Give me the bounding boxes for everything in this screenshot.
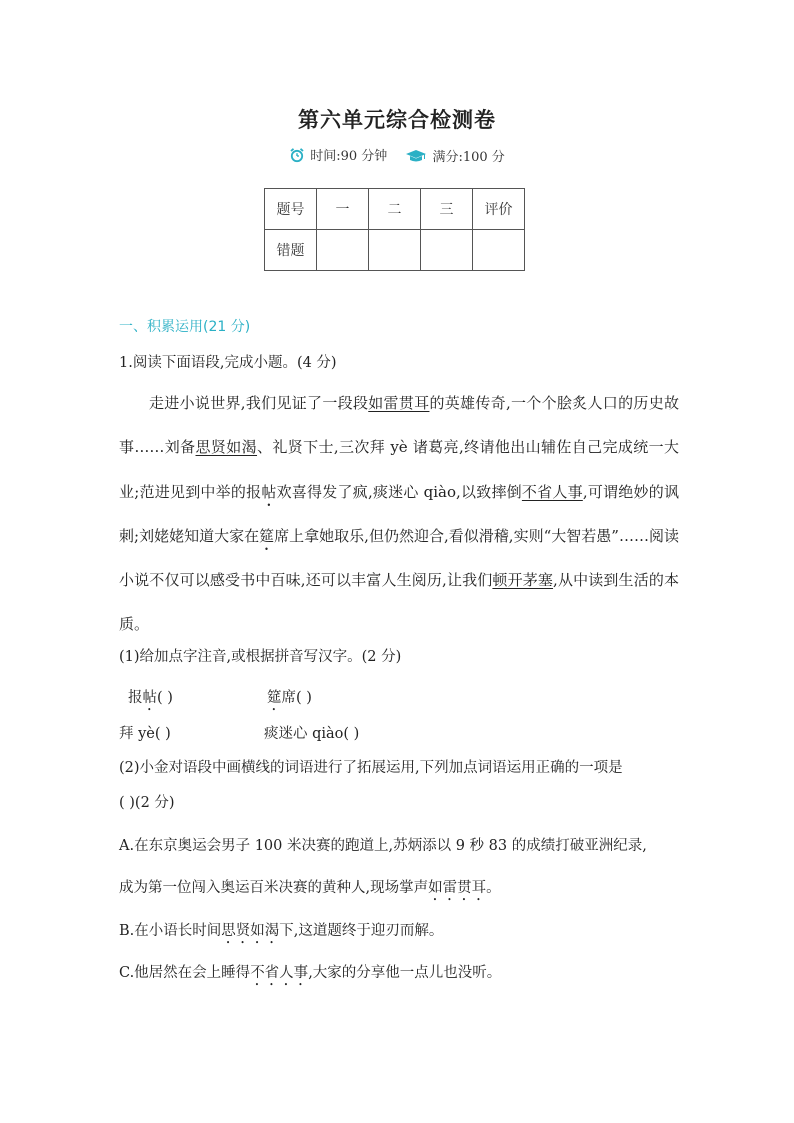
underlined-word: 顿开茅塞 bbox=[492, 571, 554, 590]
score-table-header bbox=[265, 189, 525, 230]
table-cell: 一 bbox=[317, 189, 369, 230]
page-title: 第六单元综合检测卷 bbox=[298, 107, 496, 132]
option-text: 。 bbox=[486, 880, 501, 896]
score-table-row bbox=[265, 230, 525, 271]
item-text: 报 bbox=[128, 690, 143, 706]
passage-text: ,可谓绝妙的讽刺;刘姥姥知道大家在 bbox=[119, 482, 679, 545]
option-text: 成为第一位闯入奥运百米决赛的黄种人,现场掌声 bbox=[119, 880, 429, 896]
score-info bbox=[405, 146, 504, 165]
table-cell: 错题 bbox=[265, 230, 317, 271]
option-c[interactable] bbox=[119, 961, 501, 989]
graduation-cap-icon bbox=[405, 149, 427, 163]
dotted-char: 帖 bbox=[261, 482, 277, 501]
table-cell[interactable] bbox=[473, 230, 525, 271]
reading-passage bbox=[119, 381, 679, 647]
dotted-char: 帖 bbox=[142, 690, 157, 706]
answer-blank[interactable]: ( )(2 分) bbox=[119, 795, 175, 811]
score-text: 满分:100 分 bbox=[432, 150, 505, 165]
option-b[interactable] bbox=[119, 919, 443, 947]
option-text: 下,这道题终于迎刃而解。 bbox=[279, 923, 444, 939]
option-a-cont[interactable] bbox=[119, 876, 501, 904]
passage-text: 欢喜得发了疯,痰迷心 qiào,以致摔倒 bbox=[276, 482, 522, 501]
question-1-title: 1.阅读下面语段,完成小题。(4 分) bbox=[119, 355, 337, 371]
answer-blank: ( ) bbox=[157, 690, 173, 706]
pinyin-item-4[interactable]: 痰迷心 qiào( ) bbox=[264, 726, 360, 742]
pinyin-item-2[interactable] bbox=[267, 686, 312, 714]
option-a[interactable]: A.在东京奥运会男子 100 米决赛的跑道上,苏炳添以 9 秒 83 的成绩打破亚洲纪录, bbox=[119, 838, 647, 854]
underlined-word: 如雷贯耳 bbox=[368, 394, 430, 412]
alarm-clock-icon bbox=[289, 147, 305, 163]
exam-meta bbox=[0, 145, 794, 167]
passage-text: 的英雄传奇,一个个脍炙人口的历史故事……刘备 bbox=[119, 394, 679, 457]
passage-text: 、礼贤下士,三次拜 yè 诸葛亮,终请他出山辅佐自己完成统一大业;范进见到中举的报 bbox=[119, 438, 679, 501]
table-cell[interactable] bbox=[421, 230, 473, 271]
option-text: C.他居然在会上睡得 bbox=[119, 965, 251, 981]
time-text: 时间:90 分钟 bbox=[310, 149, 388, 164]
dotted-char: 筵 bbox=[259, 526, 275, 545]
table-cell: 二 bbox=[369, 189, 421, 230]
underlined-word: 不省人事 bbox=[521, 482, 583, 501]
sub-question-1-title: (1)给加点字注音,或根据拼音写汉字。(2 分) bbox=[119, 649, 402, 665]
table-cell[interactable] bbox=[317, 230, 369, 271]
underlined-word: 思贤如渴 bbox=[195, 438, 258, 457]
table-cell[interactable] bbox=[369, 230, 421, 271]
passage-text: ,从中读到生活的本质。 bbox=[119, 571, 679, 634]
sub-question-2-title: (2)小金对语段中画横线的词语进行了拓展运用,下列加点词语运用正确的一项是 bbox=[119, 760, 623, 776]
option-text: ,大家的分享他一点儿也没听。 bbox=[308, 965, 502, 981]
pinyin-item-3[interactable]: 拜 yè( ) bbox=[119, 726, 171, 742]
dotted-char: 筵 bbox=[267, 690, 282, 706]
answer-blank: 席( ) bbox=[281, 690, 312, 706]
dotted-word: 如雷贯耳 bbox=[428, 880, 487, 896]
table-cell: 题号 bbox=[265, 189, 317, 230]
table-cell: 评价 bbox=[473, 189, 525, 230]
passage-text: 席上拿她取乐,但仍然迎合,看似滑稽,实则“大智若愚”……阅读小说不仅可以感受书中百味,还可以丰富人生阅历,让我们 bbox=[119, 526, 679, 590]
section-heading: 一、积累运用(21 分) bbox=[119, 319, 251, 335]
table-cell: 三 bbox=[421, 189, 473, 230]
time-info bbox=[289, 145, 387, 164]
option-text: B.在小语长时间 bbox=[119, 923, 222, 939]
passage-text: 走进小说世界,我们见证了一段段 bbox=[149, 394, 369, 412]
score-table bbox=[264, 188, 525, 271]
dotted-word: 不省人事 bbox=[250, 965, 309, 981]
pinyin-item-1[interactable] bbox=[128, 686, 173, 714]
dotted-word: 思贤如渴 bbox=[221, 923, 280, 939]
